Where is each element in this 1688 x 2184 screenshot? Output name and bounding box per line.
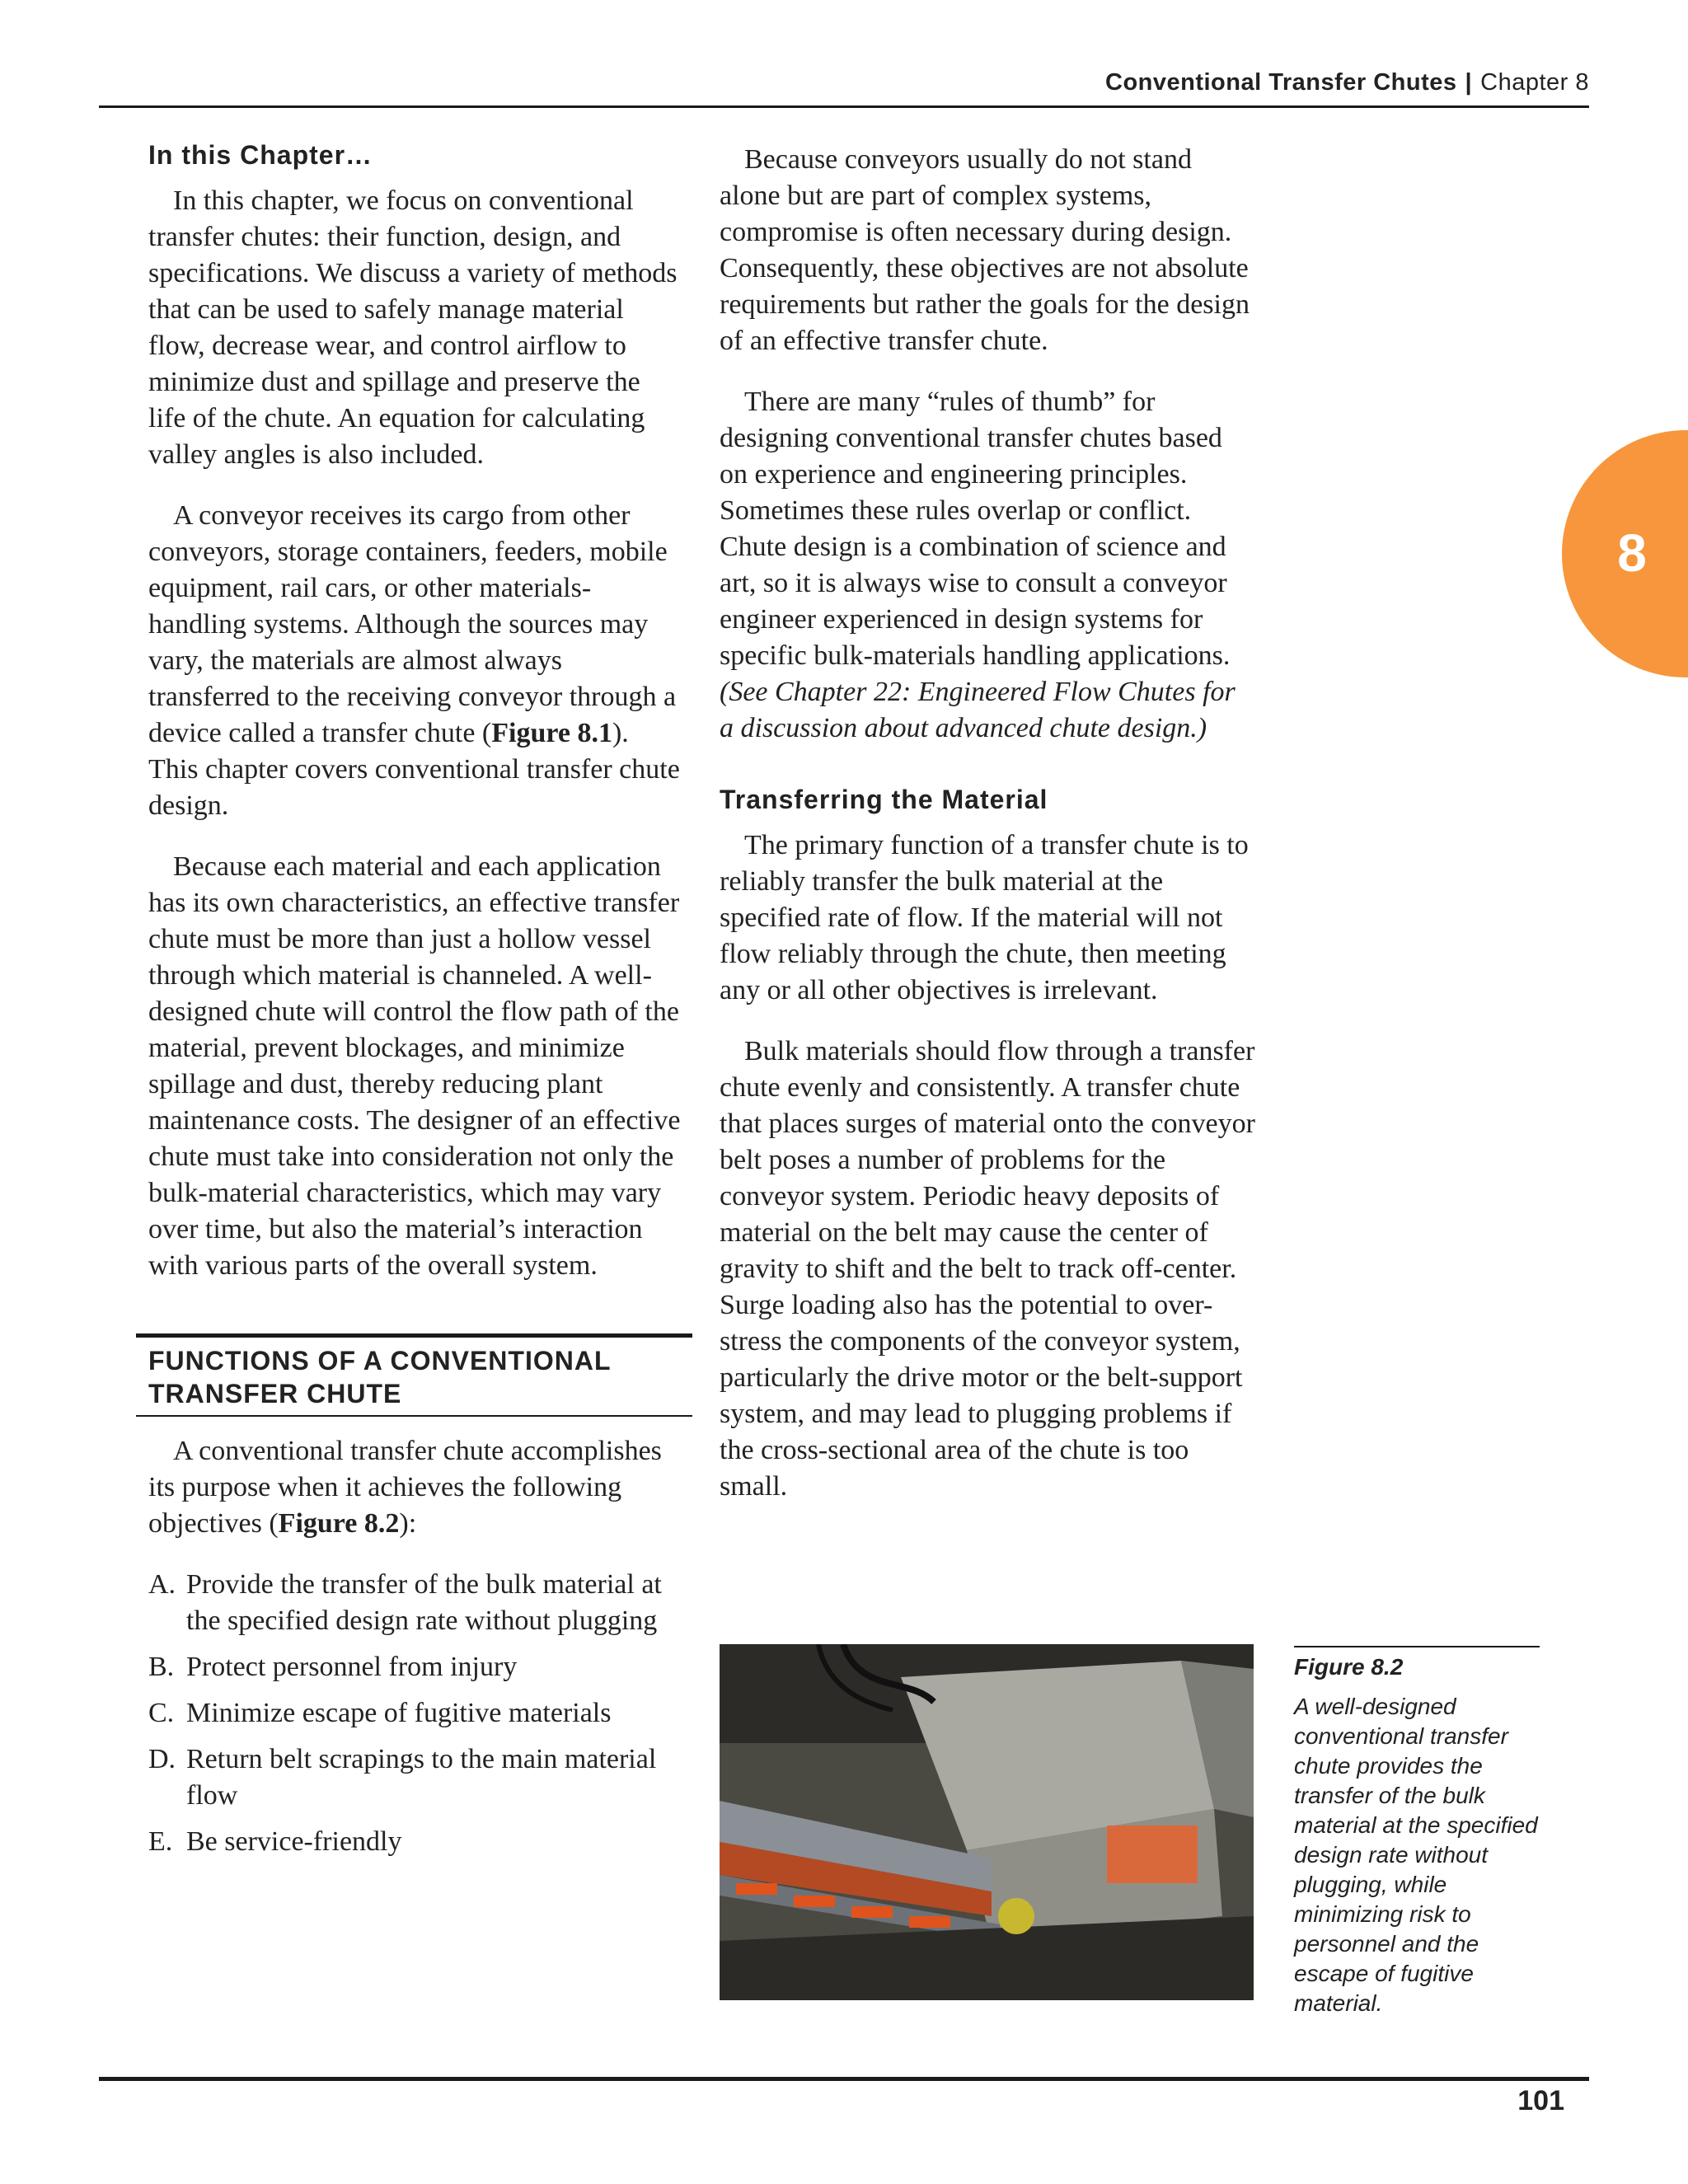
- intro-heading: In this Chapter…: [148, 140, 373, 170]
- figure-caption: [1294, 1646, 1541, 2018]
- paragraph: A conventional transfer chute accomplishes its purpose when it achieves the following objectives (Figure 8.2):: [148, 1436, 662, 1539]
- header-separator: |: [1465, 69, 1473, 96]
- chapter-tab: [1562, 430, 1688, 677]
- left-column: [148, 138, 684, 1870]
- page-number: 101: [1517, 2085, 1564, 2116]
- figure-reference: Figure 8.2: [278, 1508, 400, 1539]
- figure-photo: [720, 1644, 1254, 2000]
- figure-reference: Figure 8.1: [491, 718, 612, 748]
- objectives-list: [148, 1567, 684, 1860]
- list-item: B. Protect personnel from injury: [148, 1652, 518, 1682]
- paragraph: Because each material and each application has its own characteristics, an effective transfer chute must be more than just a hollow vessel through which material is channeled. A well-designed chute will control the flow path of the material, prevent blockages, and minimize spillage and dust, thereby reducing plant maintenance costs. The designer of an effective chute must take into consideration not only the bulk-material characteristics, which may vary over time, but also the material’s interaction with various parts of the overall system.: [148, 851, 681, 1281]
- right-column: [720, 142, 1255, 1530]
- header-chapter: Chapter 8: [1480, 69, 1589, 96]
- header-rule: [99, 105, 1589, 108]
- paragraph: Bulk materials should flow through a transfer chute evenly and consistently. A transfer chute that places surges of material onto the conveyor belt poses a number of problems for the conveyor system. Periodic heavy deposits of material on the belt may cause the center of gravity to shift and the belt to track off-center. Surge loading also has the potential to over-stress the components of the conveyor system, particularly the drive motor or the belt-support system, and may lead to plugging problems if the cross-sectional area of the chute is too small.: [720, 1036, 1255, 1502]
- subheading: Transferring the Material: [720, 785, 1048, 814]
- figure-caption-text: A well-designed conventional transfer chute provides the transfer of the bulk material at the specified design rate without plugging, while minimizing risk to personnel and the escape of fugitive material.: [1294, 1694, 1538, 2016]
- chapter-tab-number: 8: [1617, 523, 1647, 583]
- intro-paragraph: In this chapter, we focus on conventional transfer chutes: their function, design, and specifications. We discuss a variety of methods that can be used to safely manage material flow, decrease wear, and control airflow to minimize dust and spillage and preserve the life of the chute. An equation for calculating valley angles is also included.: [148, 185, 678, 470]
- list-item: E. Be service-friendly: [148, 1826, 402, 1857]
- section-heading: FUNCTIONS OF A CONVENTIONAL TRANSFER CHUTE: [136, 1333, 692, 1417]
- paragraph: Because conveyors usually do not stand alone but are part of complex systems, compromise is often necessary during design. Consequently, these objectives are not absolute requirements but rather the goals for the design of an effective transfer chute.: [720, 144, 1250, 356]
- running-header: [99, 69, 1589, 102]
- list-item: C. Minimize escape of fugitive materials: [148, 1698, 612, 1728]
- paragraph: A conveyor receives its cargo from other conveyors, storage containers, feeders, mobile equipment, rail cars, or other materials-handling systems. Although the sources may vary, the materials are almost always transferred to the receiving conveyor through a device called a transfer chute (Figure 8.1). This chapter covers conventional transfer chute design.: [148, 500, 680, 821]
- list-item: D. Return belt scrapings to the main material flow: [148, 1744, 657, 1811]
- footer-rule: [99, 2077, 1589, 2081]
- header-title: Conventional Transfer Chutes: [1105, 69, 1457, 96]
- paragraph: There are many “rules of thumb” for designing conventional transfer chutes based on experience and engineering principles. Sometimes these rules overlap or conflict. Chute design is a combination of science and art, so it is always wise to consult a conveyor engineer experienced in design systems for specific bulk-materials handling applications. (See Chapter 22: Engineered Flow Chutes for a discussion about advanced chute design.): [720, 387, 1236, 743]
- cross-reference: (See Chapter 22: Engineered Flow Chutes for a discussion about advanced chute design.): [720, 677, 1236, 743]
- paragraph: The primary function of a transfer chute is to reliably transfer the bulk material at the specified rate of flow. If the material will not flow reliably through the chute, then meeting any or all other objectives is irrelevant.: [720, 830, 1249, 1005]
- figure-label: Figure 8.2: [1294, 1646, 1540, 1682]
- list-item: A. Provide the transfer of the bulk material at the specified design rate without plugging: [148, 1569, 662, 1636]
